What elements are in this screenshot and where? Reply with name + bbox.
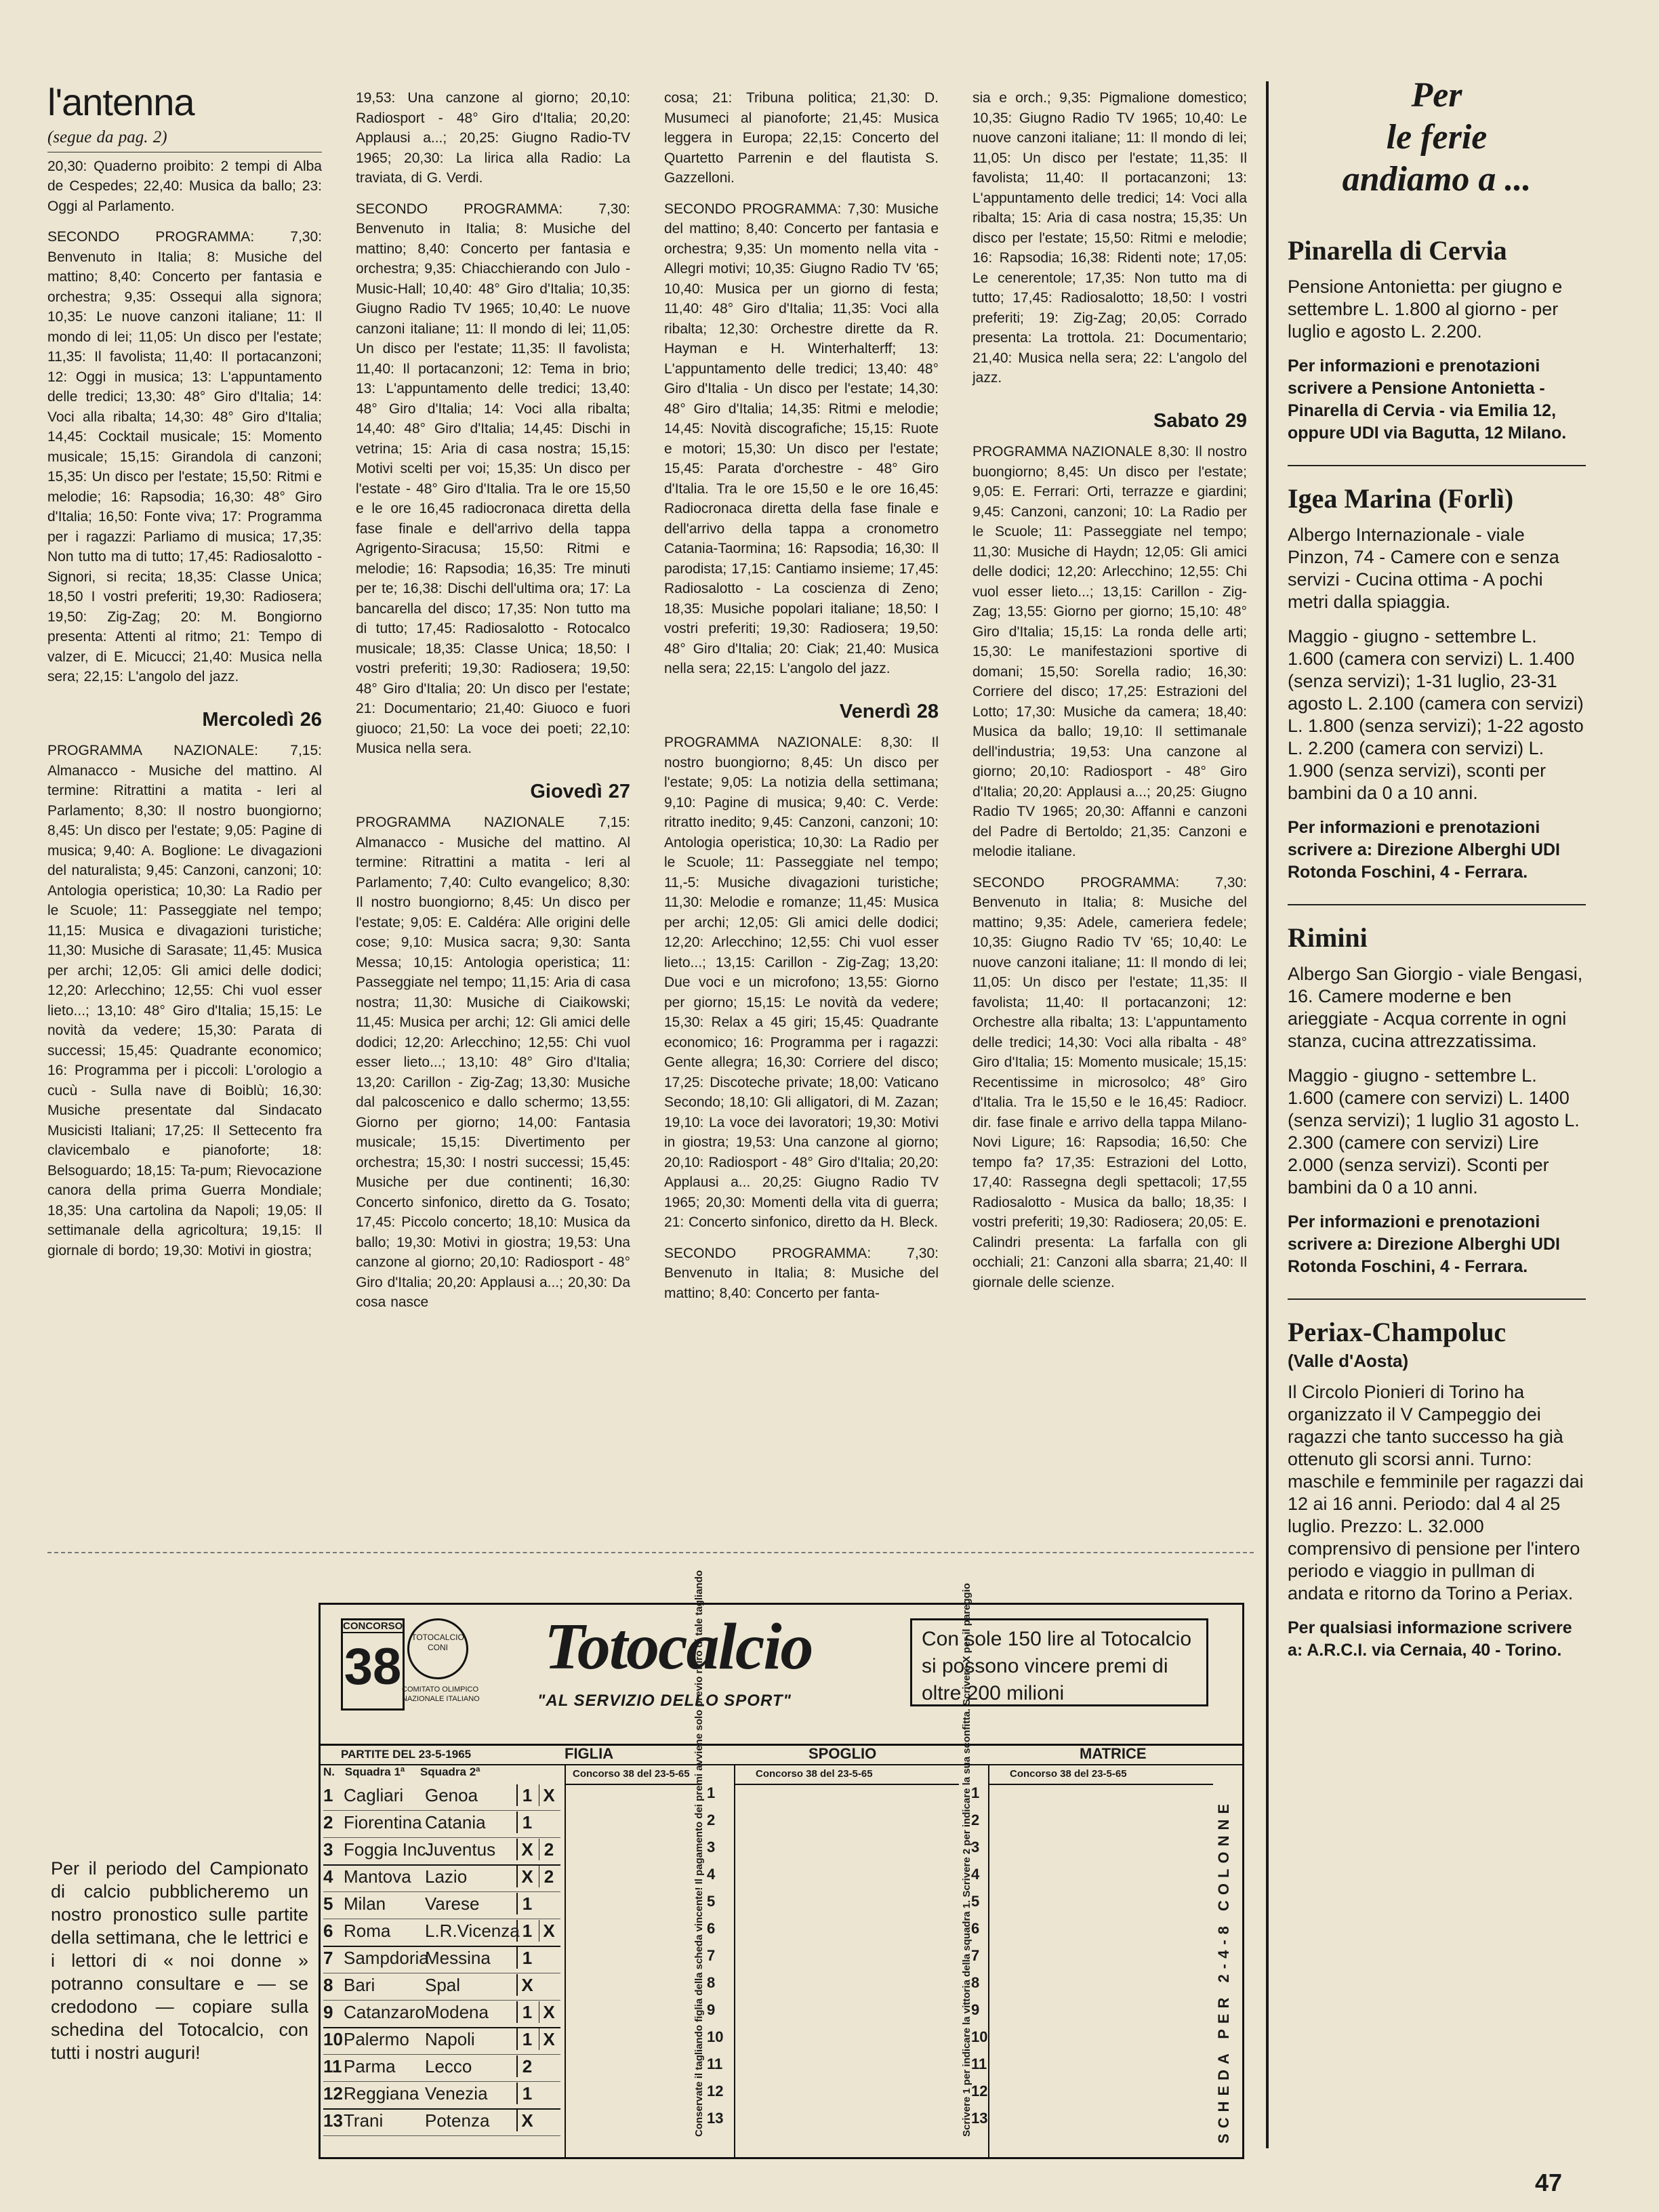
prediction-1[interactable]: X xyxy=(516,1839,537,1860)
row-number: 13 xyxy=(707,2110,724,2127)
match-number: 2 xyxy=(323,1812,333,1832)
away-team: Modena xyxy=(425,2002,489,2022)
row-number: 1 xyxy=(707,1784,716,1801)
prediction-1[interactable]: X xyxy=(516,2110,537,2131)
figlia-section xyxy=(565,1764,701,2157)
schedule-paragraph: SECONDO PROGRAMMA: 7,30: Musiche del mattino; 8,40: Concerto per fantasia e orchestra; 9,35: Un momento nella vita - Allegri motivi; 10,35: Giugno Radio TV '65; 10,40: Musica per un giorno di festa; 11,40: 48° Giro d'Italia; 11,35: Voci alla ribalta; 12,30: Orchestre dirette da R. Hayman e H. Winterhalterff; 13: L'appuntamento delle tredici; 13,40: 48° Giro d'Italia - Un disco per l'estate; 14,30: 48° Giro d'Italia; 14,35: Ritmi e melodie; 14,45: Novità discografiche; 15,15: Ruote e motori; 15,30: Un disco per l'estate; 15,45: Parata d'orchestre - 48° Giro d'Italia. Tra le ore 15,50 e le ore 16,45: Radiocronaca diretta della fase finale e dell'arrivo della tappa a cronometro Catania-Taormina; 16: Rapsodia; 16,30: Il parodista; 17,15: Cantiamo insieme; 17,45: Radiosalotto - La coscienza di Zeno; 18,35: Musiche popolari italiane; 18,50: I vostri preferiti; 19,30: Radiosera; 19,50: 48° Giro d'Italia; 20: Ciak; 21,40: Musica nella sera; 22,15: L'angolo del jazz. xyxy=(664,201,939,676)
row-number: 9 xyxy=(707,2001,716,2018)
home-team: Cagliari xyxy=(344,1785,404,1805)
concorso-number: 38 xyxy=(344,1638,402,1696)
prediction-2[interactable]: X xyxy=(539,1784,558,1806)
row-number: 6 xyxy=(971,1920,980,1937)
prediction-1[interactable]: 1 xyxy=(516,1784,537,1806)
prediction-1[interactable]: 1 xyxy=(516,2028,537,2050)
match-number: 11 xyxy=(323,2056,342,2076)
schedule-paragraph: PROGRAMMA NAZIONALE: 7,15: Almanacco - Musiche del mattino. Al termine: Ritrattini a matita - Ieri al Parlamento; 8,30: Il nostro buongiorno; 8,45: Un disco per l'estate; 9,05: Pagine di musica; 9,40: A. Boglione: Le divagazioni del naturalista; 9,45: Canzoni, canzoni; 10: Antologia operistica; 10,30: La Radio per le Scuole; 11: Passeggiate nel tempo; 11,15: Musica e divagazioni turistiche; 11,30: Musiche di Sarasate; 11,45: Musica per archi; 12,05: Gli amici delle dodici; 12,20: Arlecchino; 12,55: Chi vuol esser lieto...; 13,10: 48° Giro d'Italia; 15,15: Le novità da vedere; 15,30: Parata di successi; 15,45: Quadrante economico; 16: Programma per i piccoli: L'orologio a cucù - Sulla nave di Boiblù; 16,30: Musiche presentate dal Sindacato Musicisti Italiani; 17,25: Il Settecento fra clavicembalo e pianoforte; 18: Belsoguardo; 18,15: Ta-pum; Rievocazione canora della prima Guerra Mondiale; 18,35: Una cartolina da Napoli; 19,05: Il settimanale della agricoltura; 19,15: Il giornale di bordo; 19,30: Motivi in giostra; xyxy=(47,743,322,1258)
row-number: 4 xyxy=(971,1866,980,1883)
row-number: 8 xyxy=(707,1974,716,1991)
schedule-paragraph: PROGRAMMA NAZIONALE 8,30: Il nostro buongiorno; 8,45: Un disco per l'estate; 9,05: E. Ferrari: Orti, terrazze e giardini; 9,45: Canzoni, canzoni; 10: La Radio per le Scuole; 11: Passeggiate nel tempo; 11,30: Musiche di Haydn; 12,05: Gli amici delle dodici; 12,20: Arlecchino; 12,55: Chi vuol esser lieto...; 13,15: Carillon - Zig-Zag; 13,55: Giorno per giorno; 15,10: 48° Giro d'Italia; 15,15: La ronda delle arti; 15,30: Le manifestazioni sportive di domani; 15,50: Sorella radio; 16,30: Corriere del disco; 17,25: Estrazioni del Lotto; 17,30: Musiche da camera; 18,40: Musica da ballo; 19,10: Il settimanale dell'industria; 19,53: Una canzone al giorno; 20,10: Radiosport - 48° Giro d'Italia; 20,20: Applausi a...; 20,25: Giugno Radio TV 1965; 20,30: Affanni e canzoni del Padre di Bertoldo; 21,35: Canzoni e melodie italiane. xyxy=(972,444,1247,859)
match-row xyxy=(323,2027,560,2055)
vacation-title: Per le ferie andiamo a ... xyxy=(1342,76,1532,199)
away-team: Genoa xyxy=(425,1785,478,1805)
row-number: 1 xyxy=(971,1784,980,1801)
matrice-label: MATRICE xyxy=(1080,1745,1147,1762)
column-4 xyxy=(972,88,1247,1303)
resort-title: Rimini xyxy=(1288,904,1586,954)
schedule-paragraph: PROGRAMMA NAZIONALE 7,15: Almanacco - Musiche del mattino. Al termine: Ritrattini a matita - Ieri al Parlamento; 7,40: Culto evangelico; 8,30: Il nostro buongiorno; 8,45: Un disco per l'estate; 9,05: E. Caldéra: Alle origini delle cose; 9,10: Musica sacra; 9,30: Santa Messa; 10,15: Antologia operistica; 11: Passeggiate nel tempo; 11,15: Aria di casa nostra; 11,30: Musiche di Ciaikowski; 11,45: Musica per archi; 12: Gli amici delle dodici; 12,20: Arlecchino; 12,55: Chi vuol esser lieto...; 13,10: 48° Giro d'Italia; 13,20: Carillon - Zig-Zag; 13,30: Musiche dal palcoscenico e dallo schermo; 13,55: Giorno per giorno; 14,00: Fantasia musicale; 15,15: Divertimento per orchestra; 15,30: I nostri successi; 15,45: Musiche per due continenti; 16,30: Concerto sinfonico, diretto da G. Tosato; 17,45: Piccolo concerto; 18,10: Musica da ballo; 19,30: Motivi in giostra; 19,53: Una canzone al giorno; 20,10: Radiosport - 48° Giro d'Italia; 20,20: Applausi a...; 20,30: Da cosa nasce xyxy=(356,815,630,1310)
resort-info: Per informazioni e prenotazioni scrivere a: Direzione Alberghi UDI Rotonda Foschini, 4 - Ferrara. xyxy=(1288,1212,1560,1276)
concorso-label: CONCORSO xyxy=(343,1620,403,1632)
match-number: 12 xyxy=(323,2083,343,2104)
match-row xyxy=(323,1810,560,1838)
page-number: 47 xyxy=(1535,2169,1563,2196)
section-label: Concorso 38 del 23-5-65 xyxy=(566,1764,701,1785)
instruction-text: Scrivere 1 per indicare la vittoria della squadra 1. Scrivere 2 per indicare la sua sconfitta. Scrivere X per il pareggio xyxy=(961,1582,972,2137)
match-date: PARTITE DEL 23-5-1965 xyxy=(341,1748,472,1761)
column-rule xyxy=(1266,81,1269,2148)
schedule-paragraph: PROGRAMMA NAZIONALE: 8,30: Il nostro buongiorno; 8,45: Un disco per l'estate; 9,05: La notizia della settimana; 9,10: Pagine di musica; 9,40: C. Verde: ritratto inedito; 9,45: Canzoni, canzoni; 10: Antologia operistica; 10,30: La Radio per le Scuole; 11: Passeggiate nel tempo; 11,-5: Musiche divagazioni turistiche; 11,30: Melodie e romanze; 11,45: Musica per archi; 12,05: Gli amici delle dodici; 12,20: Arlecchino; 12,55: Chi vuol esser lieto...; 13,15: Carillon - Zig-Zag; 13,20: Due voci e un microfono; 13,55: Giorno per giorno; 15,15: Le novità da vedere; 15,30: Relax a 45 giri; 15,45: Quadrante economico; 16: Programma per i ragazzi: Gente allegra; 16,30: Corriere del disco; 17,25: Discoteche private; 18,00: Vaticano Secondo; 18,10: Gli alligatori, di M. Zazan; 19,10: La voce dei lavoratori; 19,30: Motivi in giostra; 19,53: Una canzone al giorno; 20,10: Radiosport - 48° Giro d'Italia; 20,20: Applausi a... 20,25: Giugno Radio TV 1965; 20,30: Momenti della vita di guerra; 21: Concerto sinfonico, diretto da H. Bleck. xyxy=(664,735,939,1230)
away-team: Messina xyxy=(425,1948,491,1968)
home-team: Bari xyxy=(344,1975,375,1995)
schedule-paragraph: 19,53: Una canzone al giorno; 20,10: Radiosport - 48° Giro d'Italia; 20,20: Applausi a...; 20,25: Giugno Radio-TV 1965; 20,30: La lirica alla Radio: La traviata, di G. Verdi. xyxy=(356,90,630,186)
resort-body: Il Circolo Pionieri di Torino ha organizzato il V Campeggio dei ragazzi che tanto successo ha già ottenuto gli scorsi anni. Turno: maschile e femminile per ragazzi dai 12 ai 16 anni. Periodo: dal 4 al 25 luglio. Prezzo: L. 32.000 comprensivo di pensione per l'intero periodo e viaggio in pullman di andata e ritorno da Torino a Periax. xyxy=(1288,1382,1584,1603)
prediction-1[interactable]: 1 xyxy=(516,1893,537,1914)
match-number: 7 xyxy=(323,1948,333,1968)
figlia-label: FIGLIA xyxy=(565,1745,614,1762)
totocalcio-coupon xyxy=(319,1570,1244,2159)
day-heading: Mercoledì 26 xyxy=(202,708,322,731)
match-row xyxy=(323,1919,560,1947)
row-number: 12 xyxy=(971,2083,988,2100)
spoglio-label: SPOGLIO xyxy=(808,1745,877,1762)
row-number: 3 xyxy=(707,1839,716,1856)
slogan: "AL SERVIZIO DELLO SPORT" xyxy=(537,1692,792,1710)
prediction-1[interactable]: X xyxy=(516,1866,537,1887)
away-team: Lecco xyxy=(425,2056,472,2076)
match-number: 1 xyxy=(323,1785,333,1805)
home-team: Parma xyxy=(344,2056,396,2076)
prediction-1[interactable]: 1 xyxy=(516,2001,537,2023)
prediction-2[interactable]: 2 xyxy=(539,1839,558,1860)
home-team: Palermo xyxy=(344,2029,409,2049)
resort-body: Albergo San Giorgio - viale Bengasi, 16. Camere moderne e ben arieggiate - Acqua corrente in ogni stanza, cucina attrezzatissima. xyxy=(1288,964,1583,1051)
match-number: 13 xyxy=(323,2110,343,2131)
prediction-2[interactable]: X xyxy=(539,2001,558,2023)
match-row xyxy=(323,1891,560,1919)
match-row xyxy=(323,2000,560,2028)
schedule-paragraph: SECONDO PROGRAMMA: 7,30: Benvenuto in Italia; 8: Musiche del mattino; 8,40: Concerto per fantasia e orchestra; 9,35: Ossequi alla signora; 10,35: Le nuove canzoni italiane; 11: Il mondo di lei; 11,05: Un disco per l'estate; 11,35: Il favolista; 11,40: Il portacanzoni; 12: Oggi in musica; 13: L'appuntamento delle tredici; 13,30: 48° Giro d'Italia; 14: Voci alla ribalta; 14,30: 48° Giro d'Italia; 14,45: Cocktail musicale; 15: Momento musicale; 15,15: Girandola di canzoni; 15,35: Un disco per l'estate; 15,50: Ritmi e melodie; 16: Rapsodia; 16,30: 48° Giro d'Italia; 16,50: Fonte viva; 17: Programma per i ragazzi: Parliamo di musica; 17,35: Non tutto ma di tutto; 17,45: Radiosalotto - Signori, si recita; 18,35: Classe Unica; 18,50 I vostri preferiti; 19,30: Radiosera; 19,50: Zig-Zag; 20: M. Bongiorno presenta: Attenti al ritmo; 21: Tempo di valzer, di E. Micucci; 21,40: Musica nella sera; 22,15: L'angolo del jazz. xyxy=(47,229,322,684)
away-team: Lazio xyxy=(425,1866,468,1887)
match-number: 9 xyxy=(323,2002,333,2022)
section-label: Concorso 38 del 23-5-65 xyxy=(735,1764,959,1785)
promo-text: Per il periodo del Campionato di calcio pubblicheremo un nostro pronostico sulle partite della settimana, che le lettrici e i lettori di « noi donne » potranno consultare e — se credodono — copiare sulla schedina del Totocalcio, con tutti i nostri auguri! xyxy=(51,1858,308,2063)
row-number: 5 xyxy=(707,1893,716,1910)
resort-info: Per qualsiasi informazione scrivere a: A.R.C.I. via Cernaia, 40 - Torino. xyxy=(1288,1618,1572,1660)
match-number: 10 xyxy=(323,2029,343,2049)
instruction-text: Conservate il tagliando figlia della scheda vincente! Il pagamento dei premi avviene solo previo ritiro di tale tagliando xyxy=(693,1570,705,2137)
row-number: 13 xyxy=(971,2110,988,2127)
resort-title: Igea Marina (Forlì) xyxy=(1288,465,1586,514)
resort-body: Albergo Internazionale - viale Pinzon, 74 - Camere con e senza servizi - Cucina ottima - A pochi metri dalla spiaggia. xyxy=(1288,525,1559,612)
concorso-box xyxy=(341,1618,405,1711)
row-number: 10 xyxy=(971,2028,988,2045)
match-row xyxy=(323,1783,560,1811)
prediction-1[interactable]: 2 xyxy=(516,2055,537,2077)
coupon-header xyxy=(321,1605,1242,1746)
home-team: Catanzaro xyxy=(344,2002,425,2022)
spoglio-section xyxy=(734,1764,959,2157)
home-team: Foggia Inc. xyxy=(344,1839,431,1860)
row-number: 2 xyxy=(971,1811,980,1828)
away-team: Potenza xyxy=(425,2110,490,2131)
brand-logo: Totocalcio xyxy=(544,1610,813,1683)
matrice-section xyxy=(988,1764,1213,2157)
day-heading: Venerdì 28 xyxy=(839,700,939,722)
home-team: Roma xyxy=(344,1921,391,1941)
prediction-2[interactable]: 2 xyxy=(539,1866,558,1887)
resort-info: Per informazioni e prenotazioni scrivere a Pensione Antonietta - Pinarella di Cervia - via Emilia 12, oppure UDI via Bagutta, 12 Milano. xyxy=(1288,356,1567,443)
match-number: 8 xyxy=(323,1975,333,1995)
schedule-paragraph: SECONDO PROGRAMMA: 7,30: Benvenuto in Italia; 8: Musiche del mattino; 8,40: Concerto per fanta- xyxy=(664,1245,939,1301)
match-number: 3 xyxy=(323,1839,333,1860)
home-team: Fiorentina xyxy=(344,1812,422,1832)
away-team: Juventus xyxy=(425,1839,496,1860)
match-number: 4 xyxy=(323,1866,333,1887)
match-number: 5 xyxy=(323,1893,333,1914)
row-number: 3 xyxy=(971,1839,980,1856)
section-divider xyxy=(47,1552,1254,1553)
away-team: Napoli xyxy=(425,2029,475,2049)
coni-label: COMITATO OLIMPICO NAZIONALE ITALIANO xyxy=(402,1685,480,1703)
coupon-bar xyxy=(321,1744,1242,1765)
row-number: 9 xyxy=(971,2001,980,2018)
schedule-paragraph: sia e orch.; 9,35: Pigmalione domestico; 10,35: Giugno Radio TV 1965; 10,40: Le nuove canzoni italiane; 11: Il mondo di lei; 11,05: Un disco per l'estate; 11,35: Il favolista; 11,40: Il portacanzoni; 13: L'appuntamento delle tredici; 14: Voci alla ribalta; 15: Aria di casa nostra; 15,35: Un disco per l'estate; 15,50: Ritmi e melodie; 16: Rapsodia; 16,38: Ridenti note; 17,05: Le cenerentole; 17,35: Non tutto ma di tutto; 17,45: Radiosalotto; 18,50: I vostri preferiti; 19: Zig-Zag; 20,05: Corrado presenta: La trottola. 21: Documentario; 21,40: Musica nella sera; 22: L'angolo del jazz. xyxy=(972,90,1247,386)
resort-title: Periax-Champoluc xyxy=(1288,1298,1586,1348)
day-heading: Sabato 29 xyxy=(1153,409,1247,432)
row-number: 10 xyxy=(707,2028,724,2045)
row-number: 7 xyxy=(707,1947,716,1964)
resort-subtitle: (Valle d'Aosta) xyxy=(1288,1351,1409,1371)
match-row xyxy=(323,1973,560,2001)
prediction-2[interactable]: X xyxy=(539,2028,558,2050)
match-row xyxy=(323,1864,560,1892)
schedule-paragraph: cosa; 21: Tribuna politica; 21,30: D. Musumeci al pianoforte; 21,45: Musica leggera in Europa; 22,15: Concerto del Quartetto Parrenin e del flautista S. Gazzelloni. xyxy=(664,90,939,186)
row-number: 6 xyxy=(707,1920,716,1937)
home-team: Milan xyxy=(344,1893,386,1914)
home-team: Reggiana xyxy=(344,2083,419,2104)
match-number: 6 xyxy=(323,1921,333,1941)
prediction-1[interactable]: 1 xyxy=(516,1811,537,1833)
schedule-paragraph: SECONDO PROGRAMMA: 7,30: Benvenuto in Italia; 8: Musiche del mattino; 8,40: Concerto per fantasia e orchestra; 9,35: Chiacchierando con Julo - Music-Hall; 10,40: 48° Giro d'Italia; 10,35: Giugno Radio TV 1965; 10,40: Le nuove canzoni italiane; 11: Il mondo di lei; 11,05: Un disco per l'estate; 11,35: Il favolista; 11,40: Il portacanzoni; 12: Tema in brio; 13: L'appuntamento delle tredici; 13,40: 48° Giro d'Italia; 14: Voci alla ribalta; 14,40: 48° Giro d'Italia; 14,45: Dischi in vetrina; 15: Aria di casa nostra; 15,15: Motivi scelti per voi; 15,35: Un disco per l'estate - 48° Giro d'Italia. Tra le ore 15,50 e le ore 16,45 radiocronaca diretta della fase finale e dell'arrivo della tappa Agrigento-Siracusa; 15,50: Ritmi e melodie; 16: Rapsodia; 16,35: Tre minuti per te; 16,38: Dischi dell'ultima ora; 17: La bancarella del disco; 17,35: Non tutto ma di tutto; 17,45: Radiosalotto - Rotocalco musicale; 18,35: Classe Unica; 18,50: I vostri preferiti; 19,30: Radiosera; 19,50: 48° Giro d'Italia; 20: Un disco per l'estate; 21: Documentario; 21,40: Giuoco e fuori giuoco; 21,50: La voce dei poeti; 22,10: Musica nella sera. xyxy=(356,201,630,756)
away-team: Varese xyxy=(425,1893,480,1914)
match-row xyxy=(323,2108,560,2136)
row-number: 7 xyxy=(971,1947,980,1964)
match-row xyxy=(323,2054,560,2082)
scheda-label: SCHEDA PER 2-4-8 COLONNE xyxy=(1215,1798,1232,2144)
prediction-1[interactable]: 1 xyxy=(516,1920,537,1942)
match-row xyxy=(323,1837,560,1866)
resort-body: Maggio - giugno - settembre L. 1.600 (camera con servizi) L. 1.400 (senza servizi); 1-31 luglio, 23-31 agosto L. 2.100 (camera con servizi) L. 1.800 (senza servizi); 1-22 agosto L. 2.200 (camera con servizi) L. 1.900 (senza servizi), sconti per bambini da 0 a 10 anni. xyxy=(1288,626,1584,803)
match-header: N. Squadra 1ª Squadra 2ª xyxy=(323,1765,480,1778)
vacation-column xyxy=(1288,75,1586,1674)
resort-body: Maggio - giugno - settembre L. 1.600 (camere con servizi) L. 1400 (senza servizi); 1 luglio 31 agosto L. 2.300 (camere con servizi) Lire 2.000 (senza servizi). Sconti per bambini da 0 a 10 anni. xyxy=(1288,1065,1580,1197)
prediction-1[interactable]: X xyxy=(516,1974,537,1996)
totocalcio-seal-icon: TOTOCALCIO CONI xyxy=(407,1618,468,1679)
prediction-1[interactable]: 1 xyxy=(516,1947,537,1969)
schedule-paragraph: SECONDO PROGRAMMA: 7,30: Benvenuto in Italia; 8: Musiche del mattino; 9,35: Adele, cameriera fedele; 10,35: Giugno Radio TV '65; 10,40: Le nuove canzoni italiane; 11: Il mondo di lei; 11,05: Un disco per l'estate; 11,35: Il favolista; 11,40: Il portacanzoni; 12: Orchestre alla ribalta; 13: L'appuntamento delle tredici; 14,30: Voci alla ribalta - 48° Giro d'Italia; 15: Momento musicale; 15,15: Recentissime in microsolco; 48° Giro d'Italia. Tra le 15,50 e le 16,45: Radiocr. dir. fase finale e arrivo della tappa Milano-Novi Ligure; 16: Rapsodia; 16,50: Che tempo fa? 17,35: Estrazioni del Lotto, 17,40: Rassegna degli spettacoli; 17,55 Radiosalotto - Musica da ballo; 18,35: I vostri preferiti; 19,30: Radiosera; 20,05: E. Calindri presenta: La farfalla con gli occhiali; 21: Canzoni alla sbarra; 21,40: Il giornale delle scienze. xyxy=(972,874,1247,1290)
continued-note: (segue da pag. 2) xyxy=(47,127,322,152)
row-number: 11 xyxy=(971,2055,987,2072)
match-row xyxy=(323,2081,560,2110)
row-number: 4 xyxy=(707,1866,716,1883)
away-team: L.R.Vicenza xyxy=(425,1921,520,1941)
row-number: 2 xyxy=(707,1811,716,1828)
schedule-paragraph: 20,30: Quaderno proibito: 2 tempi di Alba de Cespedes; 22,40: Musica da ballo; 23: Oggi al Parlamento. xyxy=(47,158,322,214)
resort-info: Per informazioni e prenotazioni scrivere a: Direzione Alberghi UDI Rotonda Foschini, 4 - Ferrara. xyxy=(1288,818,1560,882)
day-heading: Giovedì 27 xyxy=(530,780,630,802)
column-3 xyxy=(664,88,939,1314)
row-number: 8 xyxy=(971,1974,980,1991)
row-number: 11 xyxy=(707,2055,723,2072)
match-row xyxy=(323,1946,560,1973)
prediction-2[interactable]: X xyxy=(539,1920,558,1942)
column-1 xyxy=(47,81,322,1271)
row-number: 5 xyxy=(971,1893,980,1910)
column-2 xyxy=(356,88,630,1324)
resort-title: Pinarella di Cervia xyxy=(1288,235,1507,266)
resort-body: Pensione Antonietta: per giugno e settembre L. 1.800 al giorno - per luglio e agosto L. 2.200. xyxy=(1288,276,1563,342)
masthead-title: l'antenna xyxy=(47,81,194,123)
section-label: Concorso 38 del 23-5-65 xyxy=(989,1764,1213,1785)
home-team: Trani xyxy=(344,2110,384,2131)
prize-box: Con sole 150 lire al Totocalcio si possono vincere premi di oltre 200 milioni xyxy=(910,1618,1208,1706)
away-team: Venezia xyxy=(425,2083,488,2104)
home-team: Mantova xyxy=(344,1866,411,1887)
away-team: Catania xyxy=(425,1812,486,1832)
home-team: Sampdoria xyxy=(344,1948,429,1968)
row-number: 12 xyxy=(707,2083,724,2100)
away-team: Spal xyxy=(425,1975,461,1995)
prediction-1[interactable]: 1 xyxy=(516,2083,537,2104)
